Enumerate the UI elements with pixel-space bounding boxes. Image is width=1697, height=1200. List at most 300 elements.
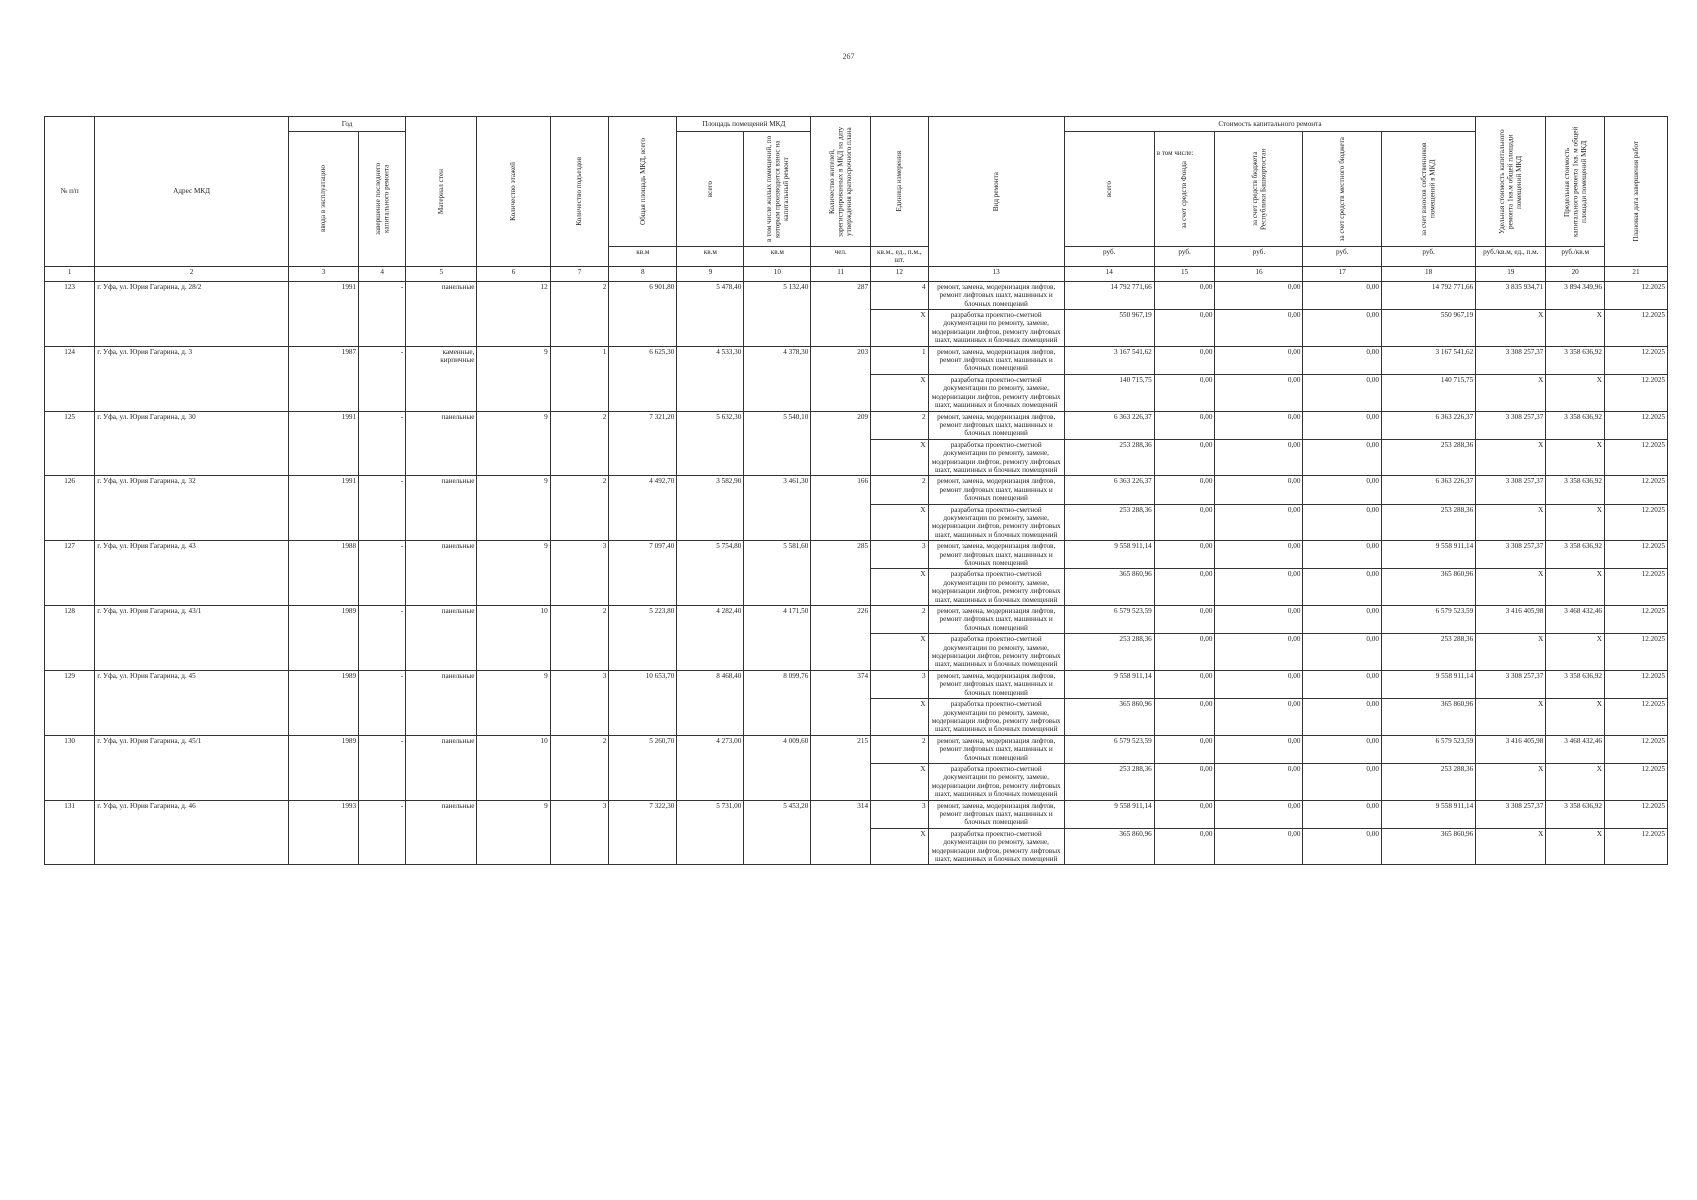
header-entrances: Количество подъездов [550,117,609,267]
work-owners: 9 558 911,14 [1381,670,1475,698]
table-row [45,346,1668,374]
row-address: г. Уфа, ул. Юрия Гагарина, д. 30 [95,411,289,476]
work-unit: 3 [871,670,929,698]
work-local-budget: 0,00 [1303,541,1382,569]
work-unit: X [871,828,929,865]
work-kind: разработка проектно-сметной документации по ремонту, замене, модернизации лифтов, ремонту лифтовых шахт, машинных и блочных помещений [928,310,1064,347]
work-kind: ремонт, замена, модернизация лифтов, ремонт лифтовых шахт, машинных и блочных помещений [928,541,1064,569]
header-area-living: в том числе жилых помещений, по которым производится взнос на капитальный ремонт [744,132,811,247]
work-unit: X [871,634,929,671]
work-rb-budget: 0,00 [1215,281,1303,309]
row-floors: 9 [477,541,550,606]
work-end-date: 12.2025 [1604,699,1667,736]
header-area-all: всего [677,132,744,247]
row-area-all: 4 533,30 [677,346,744,411]
unit-limit: руб./кв.м [1546,247,1605,267]
work-limit-cost: 3 358 636,92 [1546,411,1605,439]
work-limit-cost: 3 894 349,96 [1546,281,1605,309]
row-address: г. Уфа, ул. Юрия Гагарина, д. 43 [95,541,289,606]
work-fund: 0,00 [1154,411,1215,439]
header-unit: Единица измерения [871,117,929,247]
work-kind: разработка проектно-сметной документации по ремонту, замене, модернизации лифтов, ремонту лифтовых шахт, машинных и блочных помещений [928,828,1064,865]
work-local-budget: 0,00 [1303,634,1382,671]
row-wall-material: панельные [406,670,477,735]
work-owners: 550 967,19 [1381,310,1475,347]
row-number: 126 [45,476,95,541]
work-end-date: 12.2025 [1604,569,1667,606]
unit-total-area: кв.м [609,247,677,267]
work-specific-cost: 3 308 257,37 [1476,800,1546,828]
work-fund: 0,00 [1154,541,1215,569]
column-number: 15 [1154,266,1215,281]
work-limit-cost: X [1546,828,1605,865]
work-fund: 0,00 [1154,606,1215,634]
row-floors: 10 [477,735,550,800]
row-residents: 209 [811,411,871,476]
row-last-repair: - [359,541,406,606]
row-commission-year: 1991 [288,281,358,346]
work-sum: 253 288,36 [1064,763,1154,800]
work-fund: 0,00 [1154,439,1215,476]
work-unit: X [871,439,929,476]
work-rb-budget: 0,00 [1215,411,1303,439]
work-limit-cost: 3 358 636,92 [1546,476,1605,504]
work-local-budget: 0,00 [1303,699,1382,736]
column-number: 14 [1064,266,1154,281]
work-sum: 9 558 911,14 [1064,670,1154,698]
page-number: 267 [842,52,855,61]
work-end-date: 12.2025 [1604,281,1667,309]
work-unit: 4 [871,281,929,309]
work-specific-cost: X [1476,699,1546,736]
row-area-living: 5 540,10 [744,411,811,476]
table-header [45,117,1668,282]
header-address: Адрес МКД [95,117,289,267]
row-address: г. Уфа, ул. Юрия Гагарина, д. 45/1 [95,735,289,800]
row-residents: 226 [811,606,871,671]
work-local-budget: 0,00 [1303,346,1382,374]
row-floors: 9 [477,411,550,476]
row-floors: 9 [477,670,550,735]
work-limit-cost: 3 358 636,92 [1546,800,1605,828]
work-end-date: 12.2025 [1604,310,1667,347]
work-owners: 9 558 911,14 [1381,800,1475,828]
row-last-repair: - [359,476,406,541]
work-unit: X [871,763,929,800]
work-fund: 0,00 [1154,476,1215,504]
work-unit: 2 [871,476,929,504]
work-owners: 14 792 771,66 [1381,281,1475,309]
unit-cost-total: руб. [1064,247,1154,267]
row-residents: 215 [811,735,871,800]
work-sum: 253 288,36 [1064,634,1154,671]
work-sum: 6 579 523,59 [1064,735,1154,763]
work-rb-budget: 0,00 [1215,310,1303,347]
work-limit-cost: X [1546,569,1605,606]
row-area-living: 4 009,60 [744,735,811,800]
header-specific-cost: Удельная стоимость капитального ремонта 1кв.м общей площади помещений МКД [1476,117,1546,247]
work-sum: 365 860,96 [1064,569,1154,606]
work-kind: ремонт, замена, модернизация лифтов, ремонт лифтовых шахт, машинных и блочных помещений [928,735,1064,763]
row-number: 123 [45,281,95,346]
header-cost-total: всего [1064,132,1154,247]
row-last-repair: - [359,346,406,411]
work-end-date: 12.2025 [1604,439,1667,476]
work-specific-cost: 3 308 257,37 [1476,411,1546,439]
row-last-repair: - [359,606,406,671]
row-entrances: 1 [550,346,609,411]
row-address: г. Уфа, ул. Юрия Гагарина, д. 32 [95,476,289,541]
work-owners: 6 363 226,37 [1381,411,1475,439]
work-end-date: 12.2025 [1604,735,1667,763]
work-rb-budget: 0,00 [1215,541,1303,569]
work-kind: ремонт, замена, модернизация лифтов, ремонт лифтовых шахт, машинных и блочных помещений [928,800,1064,828]
row-residents: 314 [811,800,871,865]
table-row [45,541,1668,569]
work-end-date: 12.2025 [1604,504,1667,541]
work-specific-cost: X [1476,569,1546,606]
header-total-area: Общая площадь МКД, всего [609,117,677,247]
work-end-date: 12.2025 [1604,634,1667,671]
work-fund: 0,00 [1154,763,1215,800]
work-fund: 0,00 [1154,504,1215,541]
row-commission-year: 1991 [288,411,358,476]
work-limit-cost: X [1546,374,1605,411]
header-floors: Количество этажей [477,117,550,267]
header-residents: Количество жителей, зарегистрированных в МКД на дату утверждения краткосрочного плана [811,117,871,247]
work-sum: 6 579 523,59 [1064,606,1154,634]
work-sum: 253 288,36 [1064,504,1154,541]
work-sum: 365 860,96 [1064,699,1154,736]
column-number: 7 [550,266,609,281]
work-local-budget: 0,00 [1303,735,1382,763]
row-area-living: 4 378,30 [744,346,811,411]
work-sum: 9 558 911,14 [1064,800,1154,828]
column-number: 20 [1546,266,1605,281]
row-entrances: 2 [550,476,609,541]
unit-fund: руб. [1154,247,1215,267]
table-body [45,281,1668,865]
work-kind: ремонт, замена, модернизация лифтов, ремонт лифтовых шахт, машинных и блочных помещений [928,670,1064,698]
work-specific-cost: X [1476,439,1546,476]
row-wall-material: панельные [406,476,477,541]
work-owners: 365 860,96 [1381,699,1475,736]
header-including-label: в том числе: [1156,149,1194,158]
row-address: г. Уфа, ул. Юрия Гагарина, д. 28/2 [95,281,289,346]
work-fund: 0,00 [1154,374,1215,411]
work-specific-cost: X [1476,763,1546,800]
work-unit: X [871,310,929,347]
column-number: 3 [288,266,358,281]
row-total-area: 6 625,30 [609,346,677,411]
row-area-all: 5 632,30 [677,411,744,476]
row-area-living: 3 461,30 [744,476,811,541]
table-row [45,411,1668,439]
work-local-budget: 0,00 [1303,763,1382,800]
work-unit: X [871,699,929,736]
work-specific-cost: X [1476,310,1546,347]
work-unit: X [871,569,929,606]
work-specific-cost: X [1476,374,1546,411]
work-end-date: 12.2025 [1604,606,1667,634]
header-owners: за счет взносов собственников помещений в МКД [1381,132,1475,247]
work-owners: 365 860,96 [1381,828,1475,865]
header-commission-year: ввода в эксплуатацию [288,132,358,267]
work-specific-cost: X [1476,634,1546,671]
table-row [45,800,1668,828]
row-total-area: 5 260,70 [609,735,677,800]
work-local-budget: 0,00 [1303,281,1382,309]
work-local-budget: 0,00 [1303,439,1382,476]
row-area-living: 5 581,60 [744,541,811,606]
work-local-budget: 0,00 [1303,569,1382,606]
work-local-budget: 0,00 [1303,310,1382,347]
row-number: 129 [45,670,95,735]
work-end-date: 12.2025 [1604,763,1667,800]
work-specific-cost: 3 835 934,71 [1476,281,1546,309]
row-address: г. Уфа, ул. Юрия Гагарина, д. 46 [95,800,289,865]
work-sum: 253 288,36 [1064,439,1154,476]
header-last-repair: завершение последнего капитального ремонта [359,132,406,267]
header-num: № п/п [45,117,95,267]
work-fund: 0,00 [1154,310,1215,347]
column-number: 4 [359,266,406,281]
work-kind: разработка проектно-сметной документации по ремонту, замене, модернизации лифтов, ремонту лифтовых шахт, машинных и блочных помещений [928,699,1064,736]
row-commission-year: 1993 [288,800,358,865]
work-fund: 0,00 [1154,699,1215,736]
work-rb-budget: 0,00 [1215,735,1303,763]
unit-owners: руб. [1381,247,1475,267]
work-rb-budget: 0,00 [1215,763,1303,800]
work-sum: 9 558 911,14 [1064,541,1154,569]
row-last-repair: - [359,281,406,346]
work-unit: 2 [871,411,929,439]
column-number: 9 [677,266,744,281]
row-entrances: 3 [550,670,609,735]
work-owners: 6 363 226,37 [1381,476,1475,504]
work-specific-cost: 3 416 405,98 [1476,735,1546,763]
unit-rb: руб. [1215,247,1303,267]
column-number: 21 [1604,266,1667,281]
row-entrances: 3 [550,800,609,865]
row-area-all: 5 478,40 [677,281,744,346]
column-number: 16 [1215,266,1303,281]
work-local-budget: 0,00 [1303,411,1382,439]
column-number: 1 [45,266,95,281]
row-residents: 285 [811,541,871,606]
work-kind: ремонт, замена, модернизация лифтов, ремонт лифтовых шахт, машинных и блочных помещений [928,281,1064,309]
work-end-date: 12.2025 [1604,476,1667,504]
row-wall-material: каменные, кирпичные [406,346,477,411]
work-limit-cost: 3 468 432,46 [1546,735,1605,763]
work-sum: 6 363 226,37 [1064,411,1154,439]
work-rb-budget: 0,00 [1215,504,1303,541]
work-limit-cost: X [1546,504,1605,541]
column-number: 19 [1476,266,1546,281]
row-floors: 10 [477,606,550,671]
work-kind: ремонт, замена, модернизация лифтов, ремонт лифтовых шахт, машинных и блочных помещений [928,411,1064,439]
work-specific-cost: 3 308 257,37 [1476,670,1546,698]
repair-plan-table [44,116,1668,865]
work-specific-cost: 3 308 257,37 [1476,346,1546,374]
work-sum: 550 967,19 [1064,310,1154,347]
header-rb-budget: за счет средств бюджета Республики Башкортостан [1215,132,1303,247]
row-residents: 287 [811,281,871,346]
work-owners: 3 167 541,62 [1381,346,1475,374]
work-fund: 0,00 [1154,281,1215,309]
work-fund: 0,00 [1154,828,1215,865]
row-entrances: 2 [550,606,609,671]
work-specific-cost: 3 308 257,37 [1476,476,1546,504]
work-rb-budget: 0,00 [1215,670,1303,698]
work-fund: 0,00 [1154,735,1215,763]
row-area-living: 8 099,76 [744,670,811,735]
work-owners: 253 288,36 [1381,634,1475,671]
row-area-all: 5 754,80 [677,541,744,606]
column-number: 6 [477,266,550,281]
row-area-living: 5 453,20 [744,800,811,865]
table-row [45,606,1668,634]
row-number: 125 [45,411,95,476]
row-commission-year: 1988 [288,541,358,606]
work-fund: 0,00 [1154,800,1215,828]
work-limit-cost: 3 468 432,46 [1546,606,1605,634]
column-number: 18 [1381,266,1475,281]
work-sum: 6 363 226,37 [1064,476,1154,504]
row-total-area: 7 322,30 [609,800,677,865]
row-number: 130 [45,735,95,800]
work-unit: 3 [871,800,929,828]
column-number-row [45,266,1668,281]
work-fund: 0,00 [1154,634,1215,671]
row-total-area: 4 492,70 [609,476,677,541]
work-end-date: 12.2025 [1604,374,1667,411]
column-number: 11 [811,266,871,281]
row-wall-material: панельные [406,800,477,865]
row-floors: 12 [477,281,550,346]
header-local-budget: за счет средств местного бюджета [1303,132,1382,247]
work-sum: 140 715,75 [1064,374,1154,411]
header-limit-cost: Предельная стоимость капитального ремонта 1кв. м общей площади помещений МКД [1546,117,1605,247]
row-residents: 166 [811,476,871,541]
work-kind: разработка проектно-сметной документации по ремонту, замене, модернизации лифтов, ремонту лифтовых шахт, машинных и блочных помещений [928,569,1064,606]
row-wall-material: панельные [406,281,477,346]
work-owners: 365 860,96 [1381,569,1475,606]
work-rb-budget: 0,00 [1215,699,1303,736]
work-unit: 3 [871,541,929,569]
work-rb-budget: 0,00 [1215,569,1303,606]
row-last-repair: - [359,735,406,800]
work-specific-cost: 3 308 257,37 [1476,541,1546,569]
work-unit: 2 [871,606,929,634]
work-kind: разработка проектно-сметной документации по ремонту, замене, модернизации лифтов, ремонту лифтовых шахт, машинных и блочных помещений [928,374,1064,411]
work-unit: X [871,504,929,541]
row-residents: 374 [811,670,871,735]
unit-residents: чел. [811,247,871,267]
row-last-repair: - [359,800,406,865]
header-group-year: Год [288,117,405,132]
work-kind: ремонт, замена, модернизация лифтов, ремонт лифтовых шахт, машинных и блочных помещений [928,606,1064,634]
work-owners: 9 558 911,14 [1381,541,1475,569]
row-total-area: 7 097,40 [609,541,677,606]
row-entrances: 2 [550,735,609,800]
row-last-repair: - [359,670,406,735]
column-number: 5 [406,266,477,281]
work-end-date: 12.2025 [1604,541,1667,569]
row-commission-year: 1987 [288,346,358,411]
unit-area-living: кв.м [744,247,811,267]
row-total-area: 5 223,80 [609,606,677,671]
work-rb-budget: 0,00 [1215,800,1303,828]
work-local-budget: 0,00 [1303,828,1382,865]
work-local-budget: 0,00 [1303,800,1382,828]
work-sum: 3 167 541,62 [1064,346,1154,374]
row-number: 127 [45,541,95,606]
work-kind: ремонт, замена, модернизация лифтов, ремонт лифтовых шахт, машинных и блочных помещений [928,476,1064,504]
work-rb-budget: 0,00 [1215,374,1303,411]
row-number: 131 [45,800,95,865]
column-number: 2 [95,266,289,281]
row-address: г. Уфа, ул. Юрия Гагарина, д. 3 [95,346,289,411]
work-owners: 253 288,36 [1381,504,1475,541]
work-local-budget: 0,00 [1303,606,1382,634]
work-kind: разработка проектно-сметной документации по ремонту, замене, модернизации лифтов, ремонту лифтовых шахт, машинных и блочных помещений [928,504,1064,541]
row-commission-year: 1991 [288,476,358,541]
unit-area-all: кв.м [677,247,744,267]
work-end-date: 12.2025 [1604,346,1667,374]
header-group-cost: Стоимость капитального ремонта [1064,117,1476,132]
work-kind: разработка проектно-сметной документации по ремонту, замене, модернизации лифтов, ремонту лифтовых шахт, машинных и блочных помещений [928,634,1064,671]
row-address: г. Уфа, ул. Юрия Гагарина, д. 45 [95,670,289,735]
work-owners: 253 288,36 [1381,763,1475,800]
row-area-living: 5 132,40 [744,281,811,346]
table-row [45,476,1668,504]
table-row [45,281,1668,309]
unit-mb: руб. [1303,247,1382,267]
table-row [45,735,1668,763]
work-limit-cost: 3 358 636,92 [1546,541,1605,569]
row-commission-year: 1989 [288,735,358,800]
row-entrances: 2 [550,411,609,476]
row-entrances: 3 [550,541,609,606]
row-residents: 203 [811,346,871,411]
work-kind: разработка проектно-сметной документации по ремонту, замене, модернизации лифтов, ремонту лифтовых шахт, машинных и блочных помещений [928,763,1064,800]
row-number: 128 [45,606,95,671]
work-rb-budget: 0,00 [1215,606,1303,634]
column-number: 12 [871,266,929,281]
header-group-area: Площадь помещений МКД [677,117,811,132]
row-area-all: 8 468,40 [677,670,744,735]
work-fund: 0,00 [1154,670,1215,698]
header-fund: в том числе: за счет средств Фонда [1154,132,1215,247]
row-total-area: 6 901,80 [609,281,677,346]
unit-specific: руб./кв.м, ед., п.м. [1476,247,1546,267]
column-number: 10 [744,266,811,281]
row-last-repair: - [359,411,406,476]
work-rb-budget: 0,00 [1215,439,1303,476]
column-number: 8 [609,266,677,281]
work-specific-cost: X [1476,828,1546,865]
work-local-budget: 0,00 [1303,476,1382,504]
work-limit-cost: X [1546,634,1605,671]
work-unit: 1 [871,346,929,374]
work-rb-budget: 0,00 [1215,476,1303,504]
row-area-all: 4 282,40 [677,606,744,671]
row-floors: 9 [477,346,550,411]
unit-unit: кв.м., ед., п.м., шт. [871,247,929,267]
work-limit-cost: X [1546,699,1605,736]
work-rb-budget: 0,00 [1215,828,1303,865]
